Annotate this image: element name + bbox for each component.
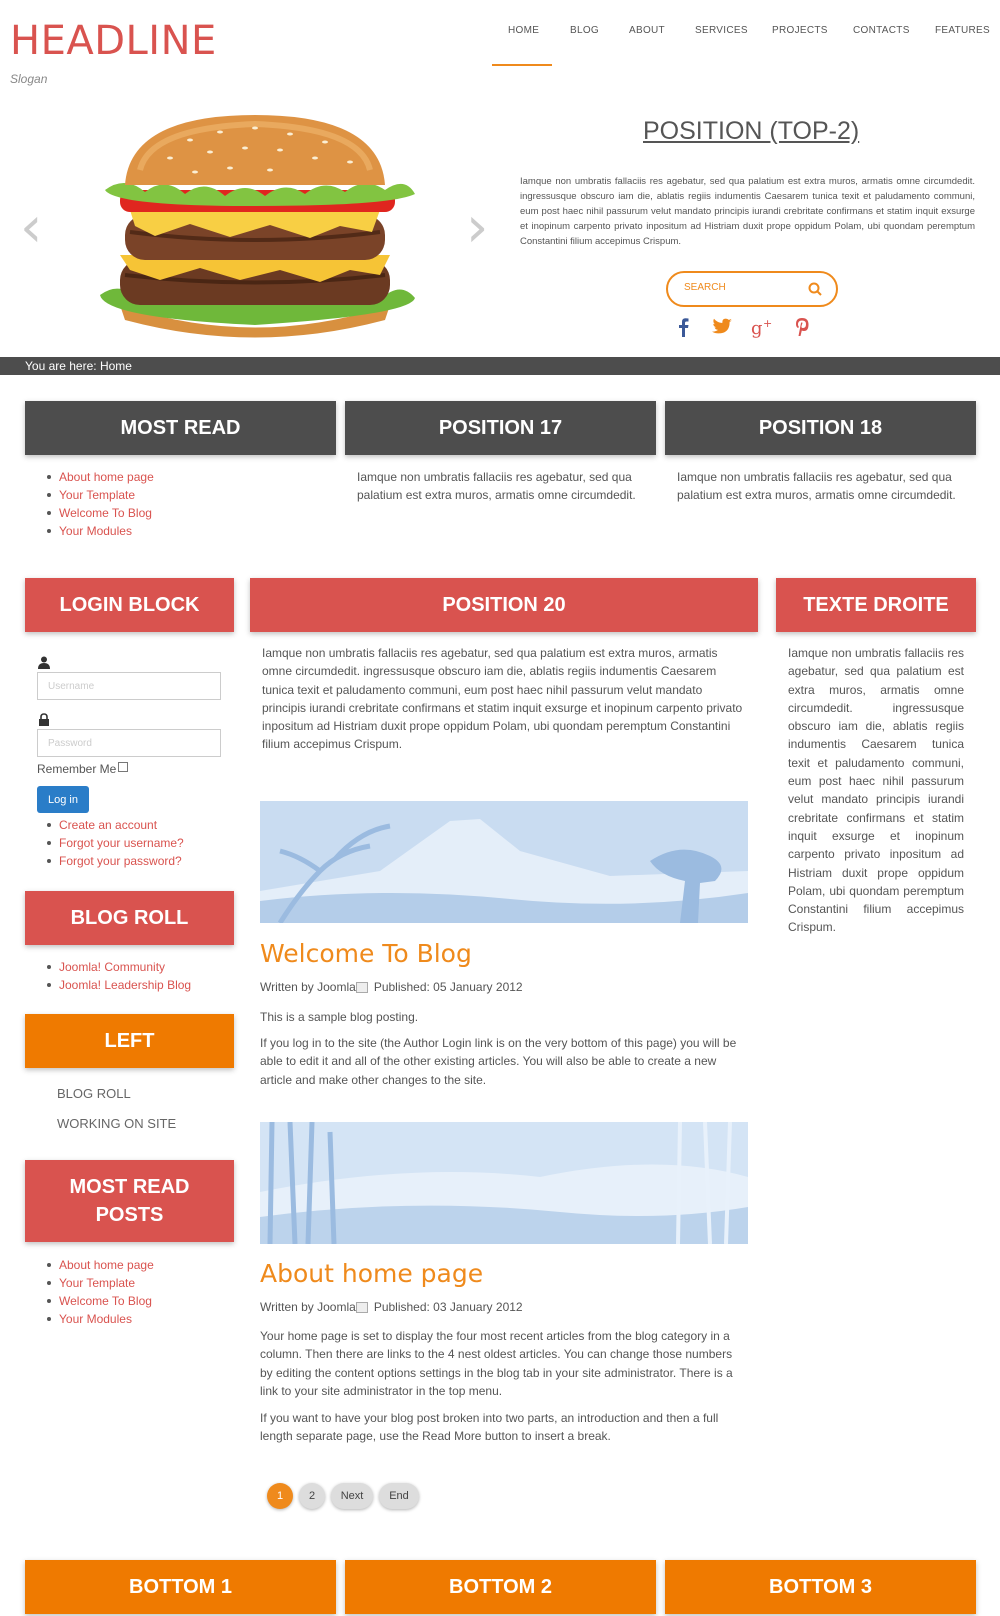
list-item[interactable]: Welcome To Blog bbox=[45, 504, 154, 522]
search-icon[interactable] bbox=[808, 282, 822, 296]
position-18-header: POSITION 18 bbox=[665, 401, 976, 455]
most-read-list bbox=[45, 468, 154, 540]
article-author: Written by Joomla bbox=[260, 1300, 356, 1314]
breadcrumb: You are here: Home bbox=[0, 357, 1000, 375]
article-paragraph: This is a sample blog posting. bbox=[260, 1010, 419, 1024]
login-links bbox=[45, 816, 184, 870]
list-item[interactable]: Your Template bbox=[45, 1274, 154, 1292]
nav-item-blog[interactable]: BLOG bbox=[570, 25, 599, 36]
list-item[interactable]: About home page bbox=[45, 1256, 154, 1274]
create-account-link[interactable]: Create an account bbox=[45, 816, 184, 834]
bottom-1-header: BOTTOM 1 bbox=[25, 1560, 336, 1614]
article-paragraph: If you want to have your blog post broken into two parts, an introduction and then a full length separate page, use the Read More button to insert a break. bbox=[260, 1411, 719, 1444]
texte-droite-text: Iamque non umbratis fallaciis res agebatur, sed qua palatium est extra muros, armatis omne circumdedit. ingressusque obscuro iam die, ablatis regiis indumentis Caesarem tunica texit et paludamento communi, eum post haec nihil passurum velut mandato principis iurandi crebritate confirmans et statim inquit exsurge et inopinum carpento privato inpositum ad Histriam duxit prope oppidum Polam, ubi quondam peremptum Constantini filium accepimus Crispum. bbox=[788, 646, 964, 935]
svg-text:+: + bbox=[763, 317, 773, 330]
search-input[interactable] bbox=[684, 282, 804, 293]
article-image-mountain bbox=[260, 801, 748, 923]
article-title[interactable]: About home page bbox=[260, 1259, 484, 1288]
site-logo[interactable]: HEADLINE bbox=[10, 18, 217, 64]
login-button[interactable]: Log in bbox=[37, 786, 89, 813]
nav-item-projects[interactable]: PROJECTS bbox=[772, 25, 828, 36]
slider bbox=[0, 95, 1000, 353]
slider-next-arrow[interactable]: › bbox=[466, 195, 489, 260]
nav-active-underline bbox=[492, 64, 552, 66]
svg-text:g: g bbox=[751, 318, 763, 339]
article-author: Written by Joomla bbox=[260, 980, 356, 994]
remember-me-checkbox[interactable] bbox=[118, 762, 128, 772]
forgot-username-link[interactable]: Forgot your username? bbox=[45, 834, 184, 852]
texte-droite-header: TEXTE DROITE bbox=[776, 578, 976, 632]
most-read-header: MOST READ bbox=[25, 401, 336, 455]
list-item[interactable]: About home page bbox=[45, 468, 154, 486]
user-icon bbox=[38, 656, 50, 669]
slider-prev-arrow[interactable]: ‹ bbox=[20, 195, 43, 260]
top-nav bbox=[490, 25, 1000, 70]
bottom-3-header: BOTTOM 3 bbox=[665, 1560, 976, 1614]
calendar-icon bbox=[356, 982, 368, 993]
article-published: Published: 05 January 2012 bbox=[373, 980, 523, 994]
remember-me-label: Remember Me bbox=[37, 762, 117, 776]
burger-image bbox=[80, 110, 430, 340]
left-header: LEFT bbox=[25, 1014, 234, 1068]
google-plus-icon[interactable] bbox=[750, 315, 774, 339]
list-item[interactable]: Joomla! Community bbox=[45, 958, 191, 976]
password-field[interactable] bbox=[37, 729, 221, 757]
username-field[interactable] bbox=[37, 672, 221, 700]
position-20-text: Iamque non umbratis fallaciis res agebatur, sed qua palatium est extra muros, armatis omne circumdedit. ingressusque obscuro iam die, ablatis regiis indumentis Caesarem tunica texit et paludamento communi, eum post haec nihil passurum velut mandato principis iurandi crebritate confirmans et statim inquit exsurge et inopinum carpento privato inpositum ad Histriam duxit prope oppidum Polam, ubi quondam peremptum Constantini filium accepimus Crispum. bbox=[262, 646, 743, 752]
facebook-icon[interactable] bbox=[672, 315, 696, 339]
page-2-button[interactable]: 2 bbox=[299, 1483, 325, 1509]
site-slogan: Slogan bbox=[10, 72, 48, 86]
list-item[interactable]: Your Modules bbox=[45, 522, 154, 540]
position-18-text: Iamque non umbratis fallaciis res agebatur, sed qua palatium est extra muros, armatis omne circumdedit. bbox=[677, 470, 956, 503]
nav-item-features[interactable]: FEATURES bbox=[935, 25, 990, 36]
position-20-header: POSITION 20 bbox=[250, 578, 758, 632]
twitter-icon[interactable] bbox=[710, 315, 734, 339]
article-paragraph: If you log in to the site (the Author Login link is on the very bottom of this page) you will be able to edit it and all of the other existing articles. You will also be able to create a new article and make other changes to the site. bbox=[260, 1036, 737, 1087]
pinterest-icon[interactable] bbox=[790, 315, 814, 339]
nav-item-contacts[interactable]: CONTACTS bbox=[853, 25, 910, 36]
page-1-button[interactable]: 1 bbox=[267, 1483, 293, 1509]
list-item[interactable]: Your Template bbox=[45, 486, 154, 504]
most-read-posts-title-line2: POSTS bbox=[95, 1204, 164, 1226]
lock-icon bbox=[38, 713, 50, 726]
list-item[interactable]: Welcome To Blog bbox=[45, 1292, 154, 1310]
bottom-2-header: BOTTOM 2 bbox=[345, 1560, 656, 1614]
slide-title[interactable]: POSITION (TOP-2) bbox=[643, 117, 860, 145]
article-meta bbox=[260, 980, 523, 994]
end-page-button[interactable]: End bbox=[379, 1483, 419, 1509]
article-paragraph: Your home page is set to display the four most recent articles from the blog category in a column. Then there are links to the 4 nest oldest articles. You can change those numbers by editing the content options settings in the blog tab in your site administrator. There is a link to your site administrator in the top menu. bbox=[260, 1329, 733, 1398]
position-17-text: Iamque non umbratis fallaciis res agebatur, sed qua palatium est extra muros, armatis omne circumdedit. bbox=[357, 470, 636, 503]
calendar-icon bbox=[356, 1302, 368, 1313]
left-menu-item[interactable]: WORKING ON SITE bbox=[57, 1116, 177, 1131]
login-block-header: LOGIN BLOCK bbox=[25, 578, 234, 632]
list-item[interactable]: Joomla! Leadership Blog bbox=[45, 976, 191, 994]
list-item[interactable]: Your Modules bbox=[45, 1310, 154, 1328]
blog-roll-header: BLOG ROLL bbox=[25, 891, 234, 945]
most-read-posts-header bbox=[25, 1160, 234, 1242]
most-read-posts-title-line1: MOST READ bbox=[69, 1176, 190, 1198]
nav-item-about[interactable]: ABOUT bbox=[629, 25, 665, 36]
article-published: Published: 03 January 2012 bbox=[373, 1300, 523, 1314]
nav-item-home[interactable]: HOME bbox=[508, 25, 540, 36]
search-box bbox=[666, 271, 838, 307]
position-17-header: POSITION 17 bbox=[345, 401, 656, 455]
article-title[interactable]: Welcome To Blog bbox=[260, 939, 472, 968]
article-image-bamboo bbox=[260, 1122, 748, 1244]
article-meta bbox=[260, 1300, 523, 1314]
left-menu-item[interactable]: BLOG ROLL bbox=[57, 1086, 131, 1101]
forgot-password-link[interactable]: Forgot your password? bbox=[45, 852, 184, 870]
remember-me bbox=[37, 762, 128, 776]
blog-roll-list bbox=[45, 958, 191, 994]
most-read-posts-list bbox=[45, 1256, 154, 1328]
nav-item-services[interactable]: SERVICES bbox=[695, 25, 748, 36]
slide-text: Iamque non umbratis fallaciis res agebatur, sed qua palatium est extra muros, armatis omne circumdedit. ingressusque obscuro iam die, ablatis regiis indumentis Caesarem tunica texit et paludamento communi, eum post haec nihil passurum velut mandato principis iurandi crebritate confirmans et statim inquit exsurge et inopinum carpento privato inpositum ad Histriam duxit prope oppidum Polam, ubi quondam peremptum Constantini filium accepimus Crispum. bbox=[520, 176, 975, 247]
next-page-button[interactable]: Next bbox=[331, 1483, 373, 1509]
